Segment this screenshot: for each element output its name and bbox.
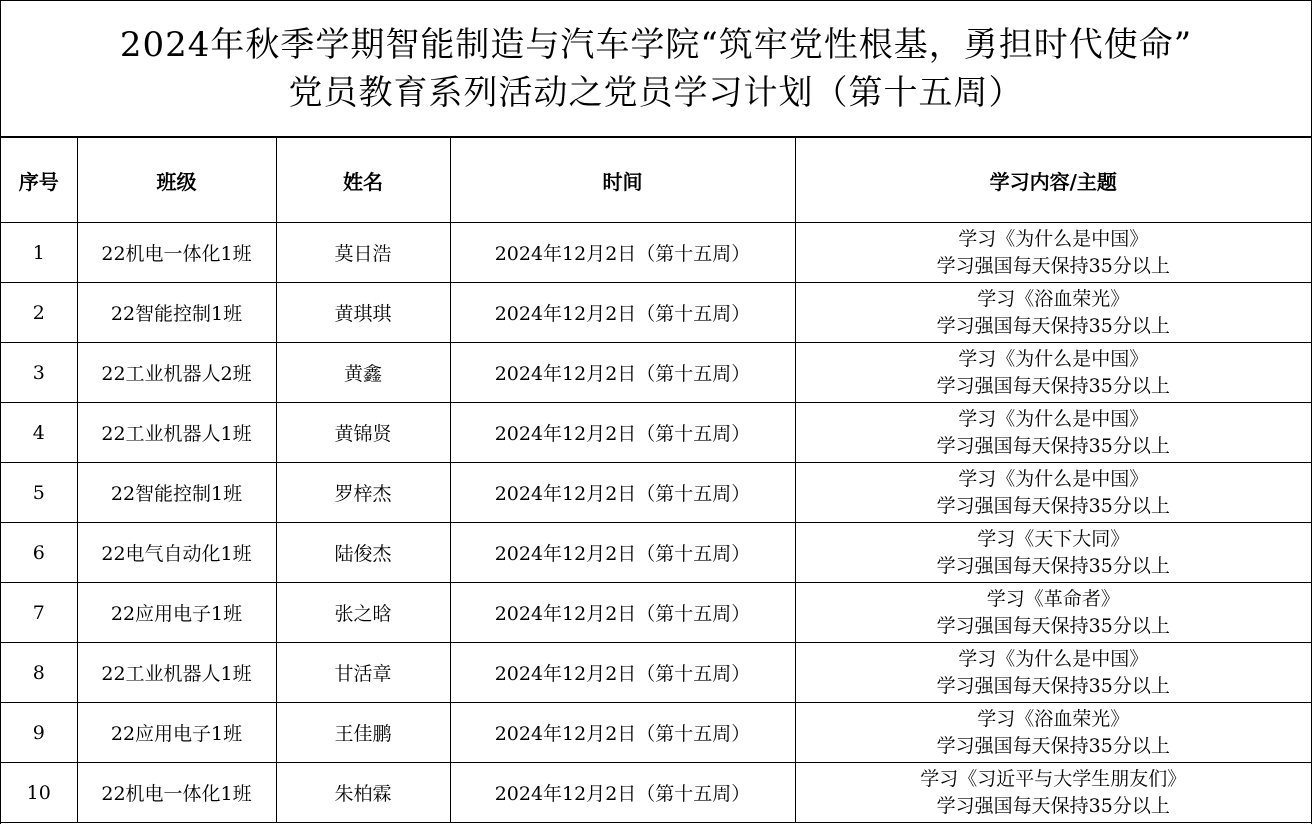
- header-name: 姓名: [276, 138, 450, 223]
- table-row: [1, 283, 1311, 343]
- row-name-cell: 黄琪琪: [276, 283, 450, 343]
- table-header-row: [1, 138, 1311, 223]
- row-index-cell: 6: [1, 523, 77, 583]
- row-time-cell: 2024年12月2日（第十五周）: [450, 643, 795, 703]
- row-topic-text: 学习《习近平与大学生朋友们》: [920, 767, 1187, 790]
- row-index-cell: 7: [1, 583, 77, 643]
- row-time-cell: 2024年12月2日（第十五周）: [450, 763, 795, 823]
- row-task-text: 学习强国每天保持35分以上: [936, 494, 1170, 517]
- row-class-cell: 22电气自动化1班: [77, 523, 276, 583]
- header-content: 学习内容/主题: [795, 138, 1311, 223]
- row-class-cell: 22工业机器人2班: [77, 343, 276, 403]
- table-row: [1, 523, 1311, 583]
- title-line-2: 党员教育系列活动之党员学习计划（第十五周）: [288, 72, 1024, 113]
- row-index-cell: 3: [1, 343, 77, 403]
- table-row: [1, 583, 1311, 643]
- header-class: 班级: [77, 138, 276, 223]
- row-name-cell: 王佳鹏: [276, 703, 450, 763]
- row-class-cell: 22机电一体化1班: [77, 763, 276, 823]
- row-topic-text: 学习《为什么是中国》: [958, 647, 1149, 670]
- row-task-text: 学习强国每天保持35分以上: [936, 674, 1170, 697]
- row-name-cell: 黄锦贤: [276, 403, 450, 463]
- row-name-cell: 张之晗: [276, 583, 450, 643]
- row-name-cell: 黄鑫: [276, 343, 450, 403]
- row-content-cell: [795, 463, 1311, 523]
- title-block: [1, 0, 1311, 138]
- row-index-cell: 9: [1, 703, 77, 763]
- row-task-text: 学习强国每天保持35分以上: [936, 614, 1170, 637]
- row-topic-text: 学习《浴血荣光》: [977, 707, 1130, 730]
- row-content-cell: [795, 583, 1311, 643]
- row-class-cell: 22工业机器人1班: [77, 643, 276, 703]
- row-content-cell: [795, 343, 1311, 403]
- row-topic-text: 学习《天下大同》: [977, 527, 1130, 550]
- row-index-cell: 1: [1, 223, 77, 283]
- header-time: 时间: [450, 138, 795, 223]
- row-task-text: 学习强国每天保持35分以上: [936, 734, 1170, 757]
- table-row: [1, 343, 1311, 403]
- row-class-cell: 22工业机器人1班: [77, 403, 276, 463]
- row-content-cell: [795, 703, 1311, 763]
- row-topic-text: 学习《浴血荣光》: [977, 287, 1130, 310]
- row-task-text: 学习强国每天保持35分以上: [936, 314, 1170, 337]
- table-row: [1, 403, 1311, 463]
- row-name-cell: 罗梓杰: [276, 463, 450, 523]
- row-time-cell: 2024年12月2日（第十五周）: [450, 523, 795, 583]
- row-index-cell: 8: [1, 643, 77, 703]
- row-time-cell: 2024年12月2日（第十五周）: [450, 343, 795, 403]
- row-class-cell: 22机电一体化1班: [77, 223, 276, 283]
- row-index-cell: 10: [1, 763, 77, 823]
- table-body: [1, 223, 1311, 823]
- row-task-text: 学习强国每天保持35分以上: [936, 794, 1170, 817]
- row-class-cell: 22应用电子1班: [77, 583, 276, 643]
- row-time-cell: 2024年12月2日（第十五周）: [450, 403, 795, 463]
- row-class-cell: 22智能控制1班: [77, 463, 276, 523]
- row-name-cell: 朱柏霖: [276, 763, 450, 823]
- title-line-1: 2024年秋季学期智能制造与汽车学院“筑牢党性根基，勇担时代使命”: [119, 24, 1193, 65]
- table-row: [1, 463, 1311, 523]
- row-time-cell: 2024年12月2日（第十五周）: [450, 703, 795, 763]
- row-index-cell: 5: [1, 463, 77, 523]
- row-class-cell: 22应用电子1班: [77, 703, 276, 763]
- row-content-cell: [795, 283, 1311, 343]
- row-topic-text: 学习《为什么是中国》: [958, 227, 1149, 250]
- row-content-cell: [795, 403, 1311, 463]
- study-plan-table: [1, 138, 1311, 823]
- row-index-cell: 2: [1, 283, 77, 343]
- table-row: [1, 703, 1311, 763]
- row-task-text: 学习强国每天保持35分以上: [936, 254, 1170, 277]
- row-task-text: 学习强国每天保持35分以上: [936, 434, 1170, 457]
- row-topic-text: 学习《为什么是中国》: [958, 347, 1149, 370]
- row-task-text: 学习强国每天保持35分以上: [936, 554, 1170, 577]
- row-time-cell: 2024年12月2日（第十五周）: [450, 583, 795, 643]
- row-time-cell: 2024年12月2日（第十五周）: [450, 223, 795, 283]
- row-content-cell: [795, 763, 1311, 823]
- row-task-text: 学习强国每天保持35分以上: [936, 374, 1170, 397]
- row-time-cell: 2024年12月2日（第十五周）: [450, 283, 795, 343]
- header-index: 序号: [1, 138, 77, 223]
- row-name-cell: 陆俊杰: [276, 523, 450, 583]
- row-index-cell: 4: [1, 403, 77, 463]
- row-content-cell: [795, 643, 1311, 703]
- row-class-cell: 22智能控制1班: [77, 283, 276, 343]
- table-row: [1, 643, 1311, 703]
- row-topic-text: 学习《为什么是中国》: [958, 467, 1149, 490]
- row-topic-text: 学习《革命者》: [986, 587, 1120, 610]
- table-row: [1, 223, 1311, 283]
- row-name-cell: 甘活章: [276, 643, 450, 703]
- table-row: [1, 763, 1311, 823]
- row-topic-text: 学习《为什么是中国》: [958, 407, 1149, 430]
- row-name-cell: 莫日浩: [276, 223, 450, 283]
- row-time-cell: 2024年12月2日（第十五周）: [450, 463, 795, 523]
- row-content-cell: [795, 523, 1311, 583]
- row-content-cell: [795, 223, 1311, 283]
